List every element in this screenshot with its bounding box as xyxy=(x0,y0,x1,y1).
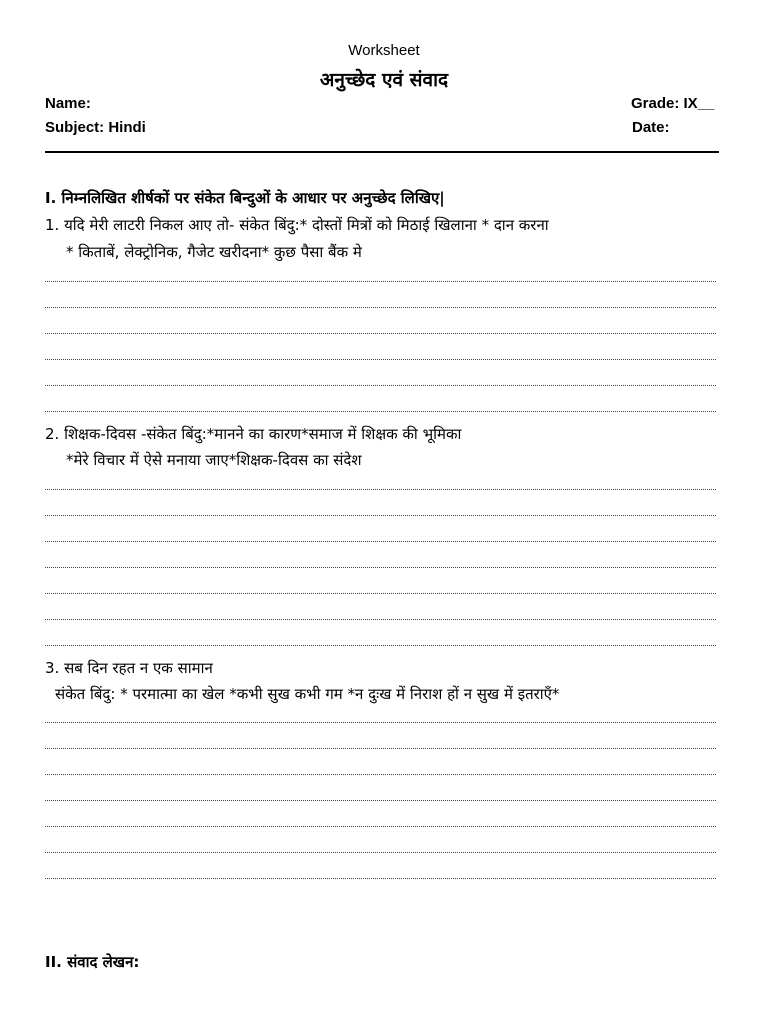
worksheet-subtitle: अनुच्छेद एवं संवाद xyxy=(319,69,449,91)
question-2-line-1: 2. शिक्षक-दिवस -संकेत बिंदु:*मानने का कारण*समाज में शिक्षक की भूमिका xyxy=(45,425,462,443)
answer-line[interactable] xyxy=(45,307,716,308)
answer-line[interactable] xyxy=(45,541,716,542)
answer-line[interactable] xyxy=(45,281,716,282)
grade-label: Grade: IX__ xyxy=(631,95,715,112)
answer-line[interactable] xyxy=(45,385,716,386)
answer-line[interactable] xyxy=(45,852,716,853)
answer-line[interactable] xyxy=(45,748,716,749)
answer-line[interactable] xyxy=(45,489,716,490)
subject-label: Subject: Hindi xyxy=(45,119,146,136)
question-1-line-1: 1. यदि मेरी लाटरी निकल आए तो- संकेत बिंदु:* दोस्तों मित्रों को मिठाई खिलाना * दान करना xyxy=(45,216,549,234)
section2-heading: II. संवाद लेखन: xyxy=(45,953,140,971)
question-3-line-1: 3. सब दिन रहत न एक सामान xyxy=(45,659,213,677)
name-label: Name: xyxy=(45,95,91,112)
answer-line[interactable] xyxy=(45,722,716,723)
answer-line[interactable] xyxy=(45,800,716,801)
question-2-line-2: *मेरे विचार में ऐसे मनाया जाए*शिक्षक-दिवस का संदेश xyxy=(66,451,362,469)
date-label: Date: xyxy=(632,119,670,136)
answer-line[interactable] xyxy=(45,826,716,827)
section1-heading: I. निम्नलिखित शीर्षकों पर संकेत बिन्दुओं के आधार पर अनुच्छेद लिखिए| xyxy=(45,189,445,207)
answer-line[interactable] xyxy=(45,593,716,594)
answer-line[interactable] xyxy=(45,411,716,412)
question-1-line-2: * किताबें, लेक्ट्रोनिक, गैजेट खरीदना* कुछ पैसा बैंक मे xyxy=(66,243,362,261)
answer-line[interactable] xyxy=(45,619,716,620)
worksheet-title: Worksheet xyxy=(348,42,420,59)
answer-line[interactable] xyxy=(45,567,716,568)
answer-line[interactable] xyxy=(45,333,716,334)
header-divider xyxy=(45,151,719,153)
answer-line[interactable] xyxy=(45,878,716,879)
answer-line[interactable] xyxy=(45,774,716,775)
question-3-line-2: संकेत बिंदु: * परमात्मा का खेल *कभी सुख कभी गम *न दुःख में निराश हों न सुख में इतराएँ* xyxy=(55,685,560,703)
answer-line[interactable] xyxy=(45,515,716,516)
answer-line[interactable] xyxy=(45,645,716,646)
answer-line[interactable] xyxy=(45,359,716,360)
